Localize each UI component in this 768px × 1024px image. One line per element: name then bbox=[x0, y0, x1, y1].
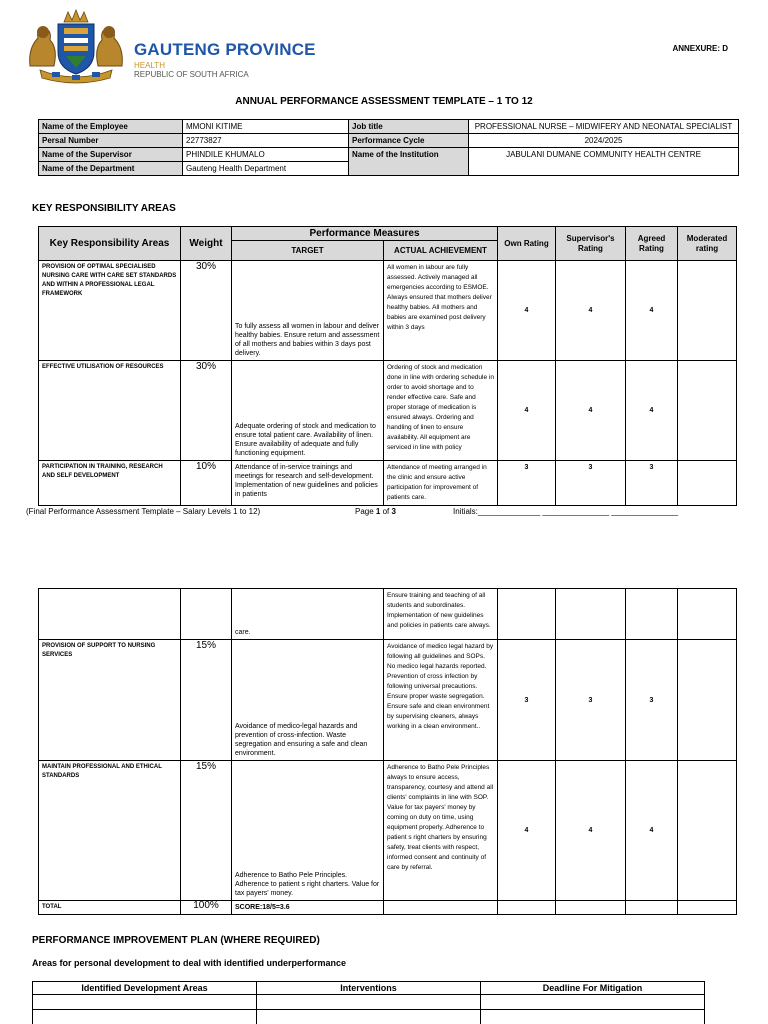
moderated-rating bbox=[678, 589, 737, 640]
kra-name: PROVISION OF OPTIMAL SPECIALISED NURSING CARE WITH CARE SET STANDARDS AND WITHIN A PROFESSIONAL LEGAL FRAMEWORK bbox=[39, 261, 181, 361]
kra-name: MAINTAIN PROFESSIONAL AND ETHICAL STANDARDS bbox=[39, 761, 181, 901]
moderated-rating bbox=[678, 361, 737, 461]
moderated-rating bbox=[678, 640, 737, 761]
agreed-rating: 4 bbox=[626, 361, 678, 461]
kra-header: Key Responsibility Areas bbox=[39, 227, 181, 261]
total-row bbox=[39, 901, 737, 915]
development-area-cell[interactable] bbox=[33, 1010, 257, 1024]
kra-name: EFFECTIVE UTILISATION OF RESOURCES bbox=[39, 361, 181, 461]
weight-header: Weight bbox=[181, 227, 232, 261]
total-weight: 100% bbox=[181, 901, 232, 915]
development-table bbox=[32, 981, 705, 1024]
total-score: SCORE:18/5=3.6 bbox=[232, 901, 384, 915]
kra-actual: Ordering of stock and medication done in line with ordering schedule in order to avoid shortage and to render effective care. Safe and proper storage of medication is ensured always. Ordering and handling of linen to ensure availability. All equipment are serviced in line with policy bbox=[384, 361, 498, 461]
development-area-cell[interactable] bbox=[33, 995, 257, 1010]
agreed-rating: 4 bbox=[626, 761, 678, 901]
gauteng-logo bbox=[24, 8, 314, 86]
job-title-label: Job title bbox=[349, 120, 469, 134]
total-empty bbox=[678, 901, 737, 915]
moderated-rating bbox=[678, 761, 737, 901]
deadline-cell[interactable] bbox=[481, 1010, 705, 1024]
table-row bbox=[39, 761, 737, 901]
kra-target: Adherence to Batho Pele Principles. Adherence to patient s right charters. Value for tax payers' money. bbox=[232, 761, 384, 901]
kra-actual: Adherence to Batho Pele Principles always to ensure access, transparency, courtesy and attend all clients' complaints in line with SOP. Value for tax payers' money by coming on duty on time, using equipment properly. Adherence to patient s right charters by ensuring safety, treat clients with respect, informed consent and continuity of care by referral. bbox=[384, 761, 498, 901]
supervisor-rating-header: Supervisor's Rating bbox=[556, 227, 626, 261]
moderated-rating bbox=[678, 261, 737, 361]
table-row bbox=[39, 640, 737, 761]
template-note: (Final Performance Assessment Template – Salary Levels 1 to 12) bbox=[26, 507, 261, 516]
agreed-rating: 3 bbox=[626, 461, 678, 506]
kra-section-title: KEY RESPONSIBILITY AREAS bbox=[32, 203, 176, 214]
annexure-label: ANNEXURE: D bbox=[672, 44, 728, 53]
supervisor-rating: 4 bbox=[556, 761, 626, 901]
actual-header: ACTUAL ACHIEVEMENT bbox=[384, 241, 498, 261]
own-rating: 4 bbox=[498, 761, 556, 901]
measures-header: Performance Measures bbox=[232, 227, 498, 241]
supervisor-rating bbox=[556, 589, 626, 640]
kra-table-page-1 bbox=[38, 226, 737, 506]
table-row bbox=[39, 261, 737, 361]
kra-name: PROVISION OF SUPPORT TO NURSING SERVICES bbox=[39, 640, 181, 761]
department-name: HEALTH bbox=[134, 61, 165, 70]
coat-of-arms-icon bbox=[24, 8, 128, 84]
table-row bbox=[39, 461, 737, 506]
kra-actual: Attendance of meeting arranged in the clinic and ensure active participation for improvement of patients care. bbox=[384, 461, 498, 506]
supervisor-value: PHINDILE KHUMALO bbox=[183, 148, 349, 162]
agreed-rating: 3 bbox=[626, 640, 678, 761]
own-rating: 3 bbox=[498, 461, 556, 506]
initials-line: Initials:______________ _______________ _______________ bbox=[453, 507, 679, 516]
page-number: Page 1 of 3 bbox=[355, 507, 396, 516]
agreed-rating-header: Agreed Rating bbox=[626, 227, 678, 261]
kra-actual: Avoidance of medico legal hazard by following all guidelines and SOPs. No medico legal hazards reported. Prevention of cross infection by following universal precautions. Ensure proper waste segregation. Ensure safe and clean environment by supervising cleaners, always working in a clean environment.. bbox=[384, 640, 498, 761]
pip-subtitle: Areas for personal development to deal with identified underperformance bbox=[32, 958, 347, 968]
supervisor-label: Name of the Supervisor bbox=[39, 148, 183, 162]
intervention-cell[interactable] bbox=[257, 1010, 481, 1024]
total-empty bbox=[556, 901, 626, 915]
kra-target: Avoidance of medico-legal hazards and prevention of cross-infection. Waste segregation and ensuring a safe and clean environment. bbox=[232, 640, 384, 761]
total-empty bbox=[626, 901, 678, 915]
employee-name-label: Name of the Employee bbox=[39, 120, 183, 134]
own-rating-header: Own Rating bbox=[498, 227, 556, 261]
kra-name bbox=[39, 589, 181, 640]
supervisor-rating: 4 bbox=[556, 361, 626, 461]
persal-label: Persal Number bbox=[39, 134, 183, 148]
institution-label: Name of the Institution bbox=[349, 148, 469, 176]
moderated-rating bbox=[678, 461, 737, 506]
kra-target: To fully assess all women in labour and deliver healthy babies. Ensure return and assessment of all mothers and babies within 3 days post delivery. bbox=[232, 261, 384, 361]
employee-info-table bbox=[38, 119, 739, 176]
kra-target: Adequate ordering of stock and medication to ensure total patient care. Availability of linen. Ensure availability of adequate and fully functioning equipment. bbox=[232, 361, 384, 461]
total-empty bbox=[384, 901, 498, 915]
cycle-label: Performance Cycle bbox=[349, 134, 469, 148]
kra-target: care. bbox=[232, 589, 384, 640]
kra-actual: All women in labour are fully assessed. Actively managed all emergencies according to ESMOE. Always ensured that mothers deliver healthy babies. All mothers and babies are examined post delivery within 3 days bbox=[384, 261, 498, 361]
table-row bbox=[39, 589, 737, 640]
deadline-header: Deadline For Mitigation bbox=[481, 982, 705, 995]
kra-weight: 15% bbox=[181, 640, 232, 761]
interventions-header: Interventions bbox=[257, 982, 481, 995]
agreed-rating bbox=[626, 589, 678, 640]
employee-name-value: MMONI KITIME bbox=[183, 120, 349, 134]
agreed-rating: 4 bbox=[626, 261, 678, 361]
kra-target: Attendance of in-service trainings and meetings for research and self-development. Implementation of new guidelines and policies in patients bbox=[232, 461, 384, 506]
kra-table-page-2 bbox=[38, 588, 737, 915]
document-title: ANNUAL PERFORMANCE ASSESSMENT TEMPLATE – 1 TO 12 bbox=[235, 96, 533, 107]
job-title-value: PROFESSIONAL NURSE – MIDWIFERY AND NEONATAL SPECIALIST bbox=[469, 120, 739, 134]
table-row bbox=[33, 995, 705, 1010]
province-name: GAUTENG PROVINCE bbox=[134, 40, 316, 59]
supervisor-rating: 3 bbox=[556, 461, 626, 506]
persal-value: 22773827 bbox=[183, 134, 349, 148]
total-empty bbox=[498, 901, 556, 915]
supervisor-rating: 3 bbox=[556, 640, 626, 761]
kra-actual: Ensure training and teaching of all students and subordinates. Implementation of new guidelines and policies in patients care always. bbox=[384, 589, 498, 640]
supervisor-rating: 4 bbox=[556, 261, 626, 361]
own-rating bbox=[498, 589, 556, 640]
department-value: Gauteng Health Department bbox=[183, 162, 349, 176]
pip-title: PERFORMANCE IMPROVEMENT PLAN (WHERE REQUIRED) bbox=[32, 935, 320, 946]
deadline-cell[interactable] bbox=[481, 995, 705, 1010]
kra-weight: 15% bbox=[181, 761, 232, 901]
own-rating: 4 bbox=[498, 261, 556, 361]
development-areas-header: Identified Development Areas bbox=[33, 982, 257, 995]
institution-value: JABULANI DUMANE COMMUNITY HEALTH CENTRE bbox=[469, 148, 739, 176]
intervention-cell[interactable] bbox=[257, 995, 481, 1010]
cycle-value: 2024/2025 bbox=[469, 134, 739, 148]
table-row bbox=[33, 1010, 705, 1024]
kra-weight: 30% bbox=[181, 361, 232, 461]
kra-name: PARTICIPATION IN TRAINING, RESEARCH AND SELF DEVELOPMENT bbox=[39, 461, 181, 506]
total-label: TOTAL bbox=[39, 901, 181, 915]
kra-weight: 30% bbox=[181, 261, 232, 361]
own-rating: 4 bbox=[498, 361, 556, 461]
country-name: REPUBLIC OF SOUTH AFRICA bbox=[134, 70, 249, 79]
kra-weight bbox=[181, 589, 232, 640]
moderated-rating-header: Moderated rating bbox=[678, 227, 737, 261]
target-header: TARGET bbox=[232, 241, 384, 261]
own-rating: 3 bbox=[498, 640, 556, 761]
department-label: Name of the Department bbox=[39, 162, 183, 176]
kra-weight: 10% bbox=[181, 461, 232, 506]
table-row bbox=[39, 361, 737, 461]
